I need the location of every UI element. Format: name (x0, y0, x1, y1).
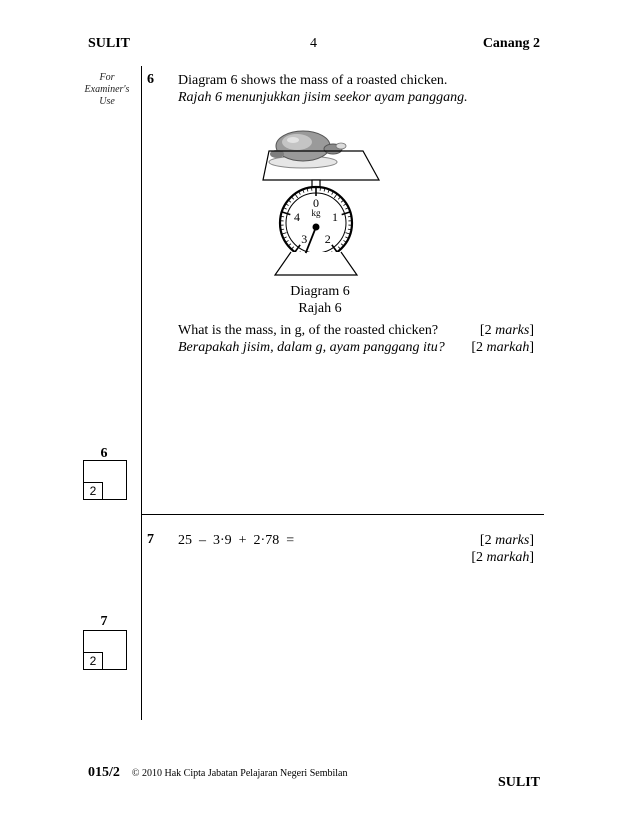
question-6-prompt (178, 322, 468, 356)
examiner-mark-box-6[interactable] (83, 460, 127, 500)
examiner-mark-box-7[interactable] (83, 630, 127, 670)
examiner-box-6-number: 6 (100, 446, 108, 461)
dial-label-3: 3 (301, 232, 308, 247)
footer-left (88, 763, 347, 781)
examiner-box-6-max-marks: 2 (83, 482, 103, 500)
question-6-text-en: Diagram 6 shows the mass of a roasted chicken. (178, 73, 448, 88)
diagram-6-caption-en: Diagram 6 (290, 284, 350, 299)
examiner-note-line2: Examiner's (84, 84, 130, 95)
examiner-box-7-max-marks: 2 (83, 652, 103, 670)
question-6-number: 6 (147, 72, 154, 87)
dial-label-2: 2 (324, 232, 331, 247)
question-6-stem (178, 72, 538, 106)
page-number: 4 (310, 36, 317, 51)
scale-dial (280, 187, 352, 259)
margin-rule (141, 66, 142, 720)
examiner-note-line3: Use (99, 96, 115, 107)
header-classification: SULIT (88, 36, 131, 51)
scale-unit-label: kg (311, 208, 321, 218)
scale-base (275, 252, 357, 275)
question-7-marks-ms: [2 markah] (471, 550, 534, 565)
footer-paper-code: 015/2 (88, 765, 120, 780)
question-6-ask-en: What is the mass, in g, of the roasted chicken? (178, 323, 439, 338)
weighing-scale-diagram (255, 118, 383, 280)
footer-classification: SULIT (497, 775, 540, 790)
roasted-chicken-image (269, 131, 346, 168)
question-6-marks-ms: [2 markah] (471, 340, 534, 355)
question-7-number: 7 (147, 532, 154, 547)
question-divider (141, 514, 544, 515)
question-6-marks-en: [2 marks] (479, 323, 534, 338)
dial-label-1: 1 (332, 209, 339, 224)
diagram-6-caption (255, 283, 385, 317)
question-6-ask-ms: Berapakah jisim, dalam g, ayam panggang itu? (178, 340, 445, 355)
question-7-expression: 25 – 3·9 + 2·78 = (178, 533, 295, 548)
examiner-note-line1: For (99, 72, 115, 83)
question-6-marks (434, 322, 534, 356)
examiner-box-7-number: 7 (100, 614, 108, 629)
question-6-text-ms: Rajah 6 menunjukkan jisim seekor ayam panggang. (178, 90, 468, 105)
dial-label-0: 0 (313, 196, 319, 210)
diagram-6-caption-ms: Rajah 6 (298, 301, 342, 316)
footer-copyright: © 2010 Hak Cipta Jabatan Pelajaran Negeri Sembilan (131, 768, 348, 779)
header-paper-name: Canang 2 (482, 36, 540, 51)
examiner-use-note (78, 72, 136, 108)
question-7-marks-en: [2 marks] (479, 533, 534, 548)
question-7-marks (434, 532, 534, 566)
dial-label-4: 4 (293, 209, 300, 224)
